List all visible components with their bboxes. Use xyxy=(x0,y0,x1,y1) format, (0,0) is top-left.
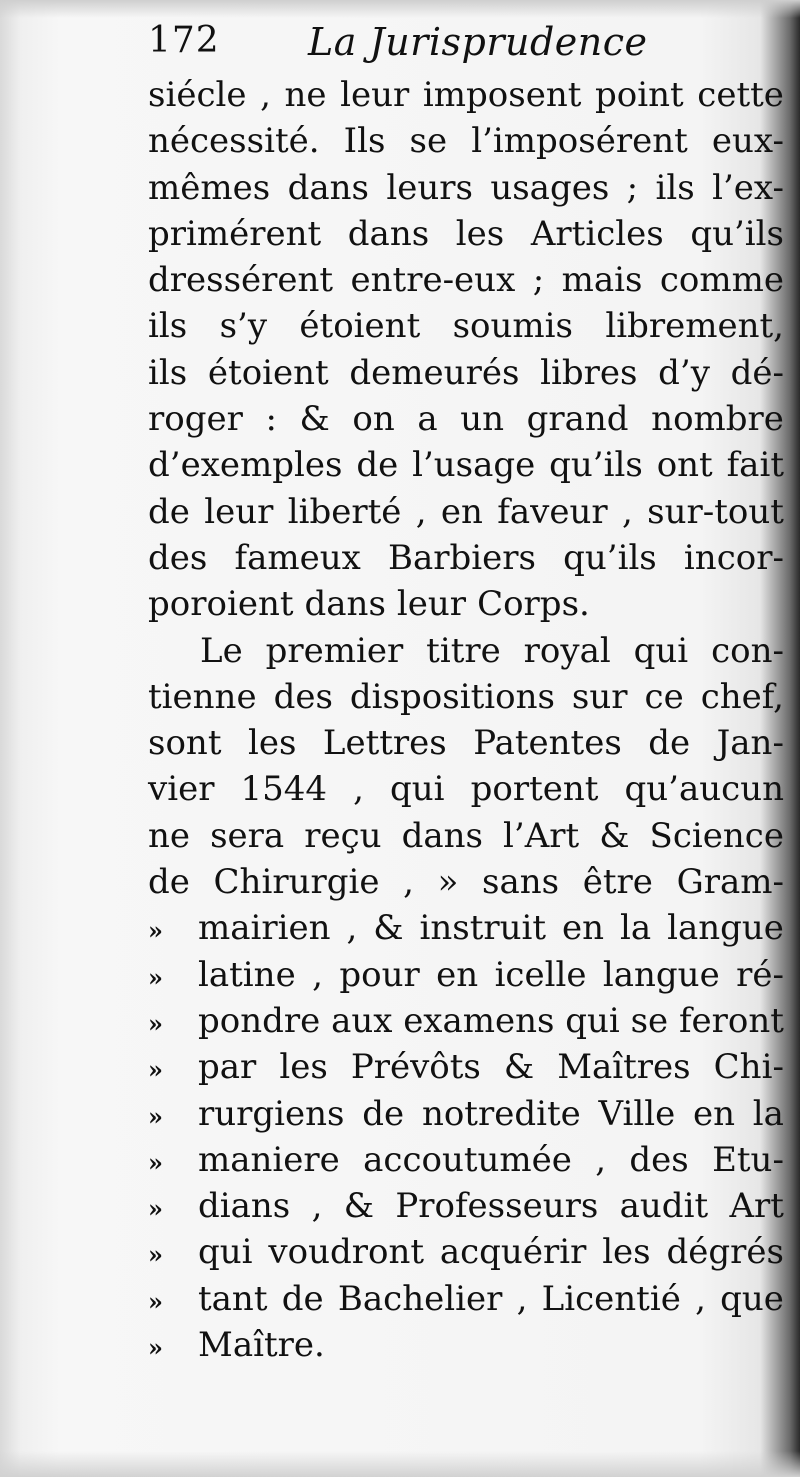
page-number: 172 xyxy=(148,20,220,61)
text-line xyxy=(148,118,784,164)
line-text: Maître. xyxy=(198,1325,325,1366)
running-head: La Jurisprudence xyxy=(308,20,648,64)
text-line xyxy=(148,628,784,674)
line-text: dressérent entre-eux ; mais comme xyxy=(148,260,784,301)
quotation-mark: » xyxy=(148,1147,163,1177)
text-line xyxy=(148,674,784,720)
line-text: vier 1544 , qui portent qu’aucun xyxy=(148,769,784,810)
page-header xyxy=(148,14,784,72)
quotation xyxy=(148,905,784,1368)
line-text: primérent dans les Articles qu’ils xyxy=(148,213,784,254)
paragraph-1 xyxy=(148,72,784,628)
quoted-line xyxy=(148,1137,784,1183)
quotation-mark: » xyxy=(148,1101,163,1131)
line-text: dians , & Professeurs audit Art xyxy=(198,1186,784,1227)
line-text: latine , pour en icelle langue ré- xyxy=(198,954,784,995)
line-text: mêmes dans leurs usages ; ils l’ex- xyxy=(148,167,784,208)
line-text: pondre aux examens qui se feront xyxy=(198,1000,784,1041)
text-line xyxy=(148,257,784,303)
quoted-line xyxy=(148,1229,784,1275)
paragraph-2 xyxy=(148,628,784,906)
quoted-line xyxy=(148,952,784,998)
line-text: qui voudront acquérir les dégrés xyxy=(198,1232,784,1273)
text-line xyxy=(148,442,784,488)
quotation-mark: » xyxy=(148,1194,163,1224)
page-text-block xyxy=(148,14,784,1368)
text-line xyxy=(148,766,784,812)
text-line xyxy=(148,303,784,349)
quoted-line xyxy=(148,1322,784,1368)
quotation-mark: » xyxy=(148,1333,163,1363)
quoted-line xyxy=(148,905,784,951)
line-text: roger : & on a un grand nombre xyxy=(148,399,784,440)
line-text: de Chirurgie , » sans être Gram- xyxy=(148,862,784,903)
line-text: nécessité. Ils se l’imposérent eux- xyxy=(148,121,784,162)
quoted-line xyxy=(148,1091,784,1137)
line-text: rurgiens de notredite Ville en la xyxy=(198,1093,784,1134)
quoted-line xyxy=(148,1183,784,1229)
quotation-mark: » xyxy=(148,962,163,992)
quoted-line xyxy=(148,1276,784,1322)
text-line xyxy=(148,211,784,257)
quoted-line xyxy=(148,998,784,1044)
line-text: mairien , & instruit en la langue xyxy=(198,908,784,949)
text-line xyxy=(148,72,784,118)
line-text: tant de Bachelier , Licentié , que xyxy=(198,1278,784,1319)
line-text: par les Prévôts & Maîtres Chi- xyxy=(198,1047,784,1088)
quoted-line xyxy=(148,1044,784,1090)
text-line xyxy=(148,813,784,859)
line-text: des fameux Barbiers qu’ils incor- xyxy=(148,537,784,578)
quotation-mark: » xyxy=(148,1008,163,1038)
quotation-mark: » xyxy=(148,1055,163,1085)
line-text: d’exemples de l’usage qu’ils ont fait xyxy=(148,445,784,486)
line-text: ils étoient demeurés libres d’y dé- xyxy=(148,352,784,393)
line-text: de leur liberté , en faveur , sur-tout xyxy=(148,491,784,532)
line-text: tienne des dispositions sur ce chef, xyxy=(148,676,784,717)
text-line xyxy=(148,350,784,396)
text-line xyxy=(148,720,784,766)
text-line xyxy=(148,859,784,905)
text-line xyxy=(148,489,784,535)
text-line xyxy=(148,535,784,581)
page-bottom-shadow xyxy=(0,1451,800,1477)
line-text: ne sera reçu dans l’Art & Science xyxy=(148,815,784,856)
line-text: ils s’y étoient soumis librement, xyxy=(148,306,784,347)
quotation-mark: » xyxy=(148,916,163,946)
line-text: poroient dans leur Corps. xyxy=(148,584,590,625)
line-text: Le premier titre royal qui con- xyxy=(200,630,784,671)
line-text: maniere accoutumée , des Etu- xyxy=(198,1139,784,1180)
text-line xyxy=(148,165,784,211)
line-text: sont les Lettres Patentes de Jan- xyxy=(148,723,784,764)
quotation-mark: » xyxy=(148,1240,163,1270)
line-text: siécle , ne leur imposent point cette xyxy=(148,75,784,115)
text-line xyxy=(148,396,784,442)
text-line xyxy=(148,581,784,627)
quotation-mark: » xyxy=(148,1286,163,1316)
